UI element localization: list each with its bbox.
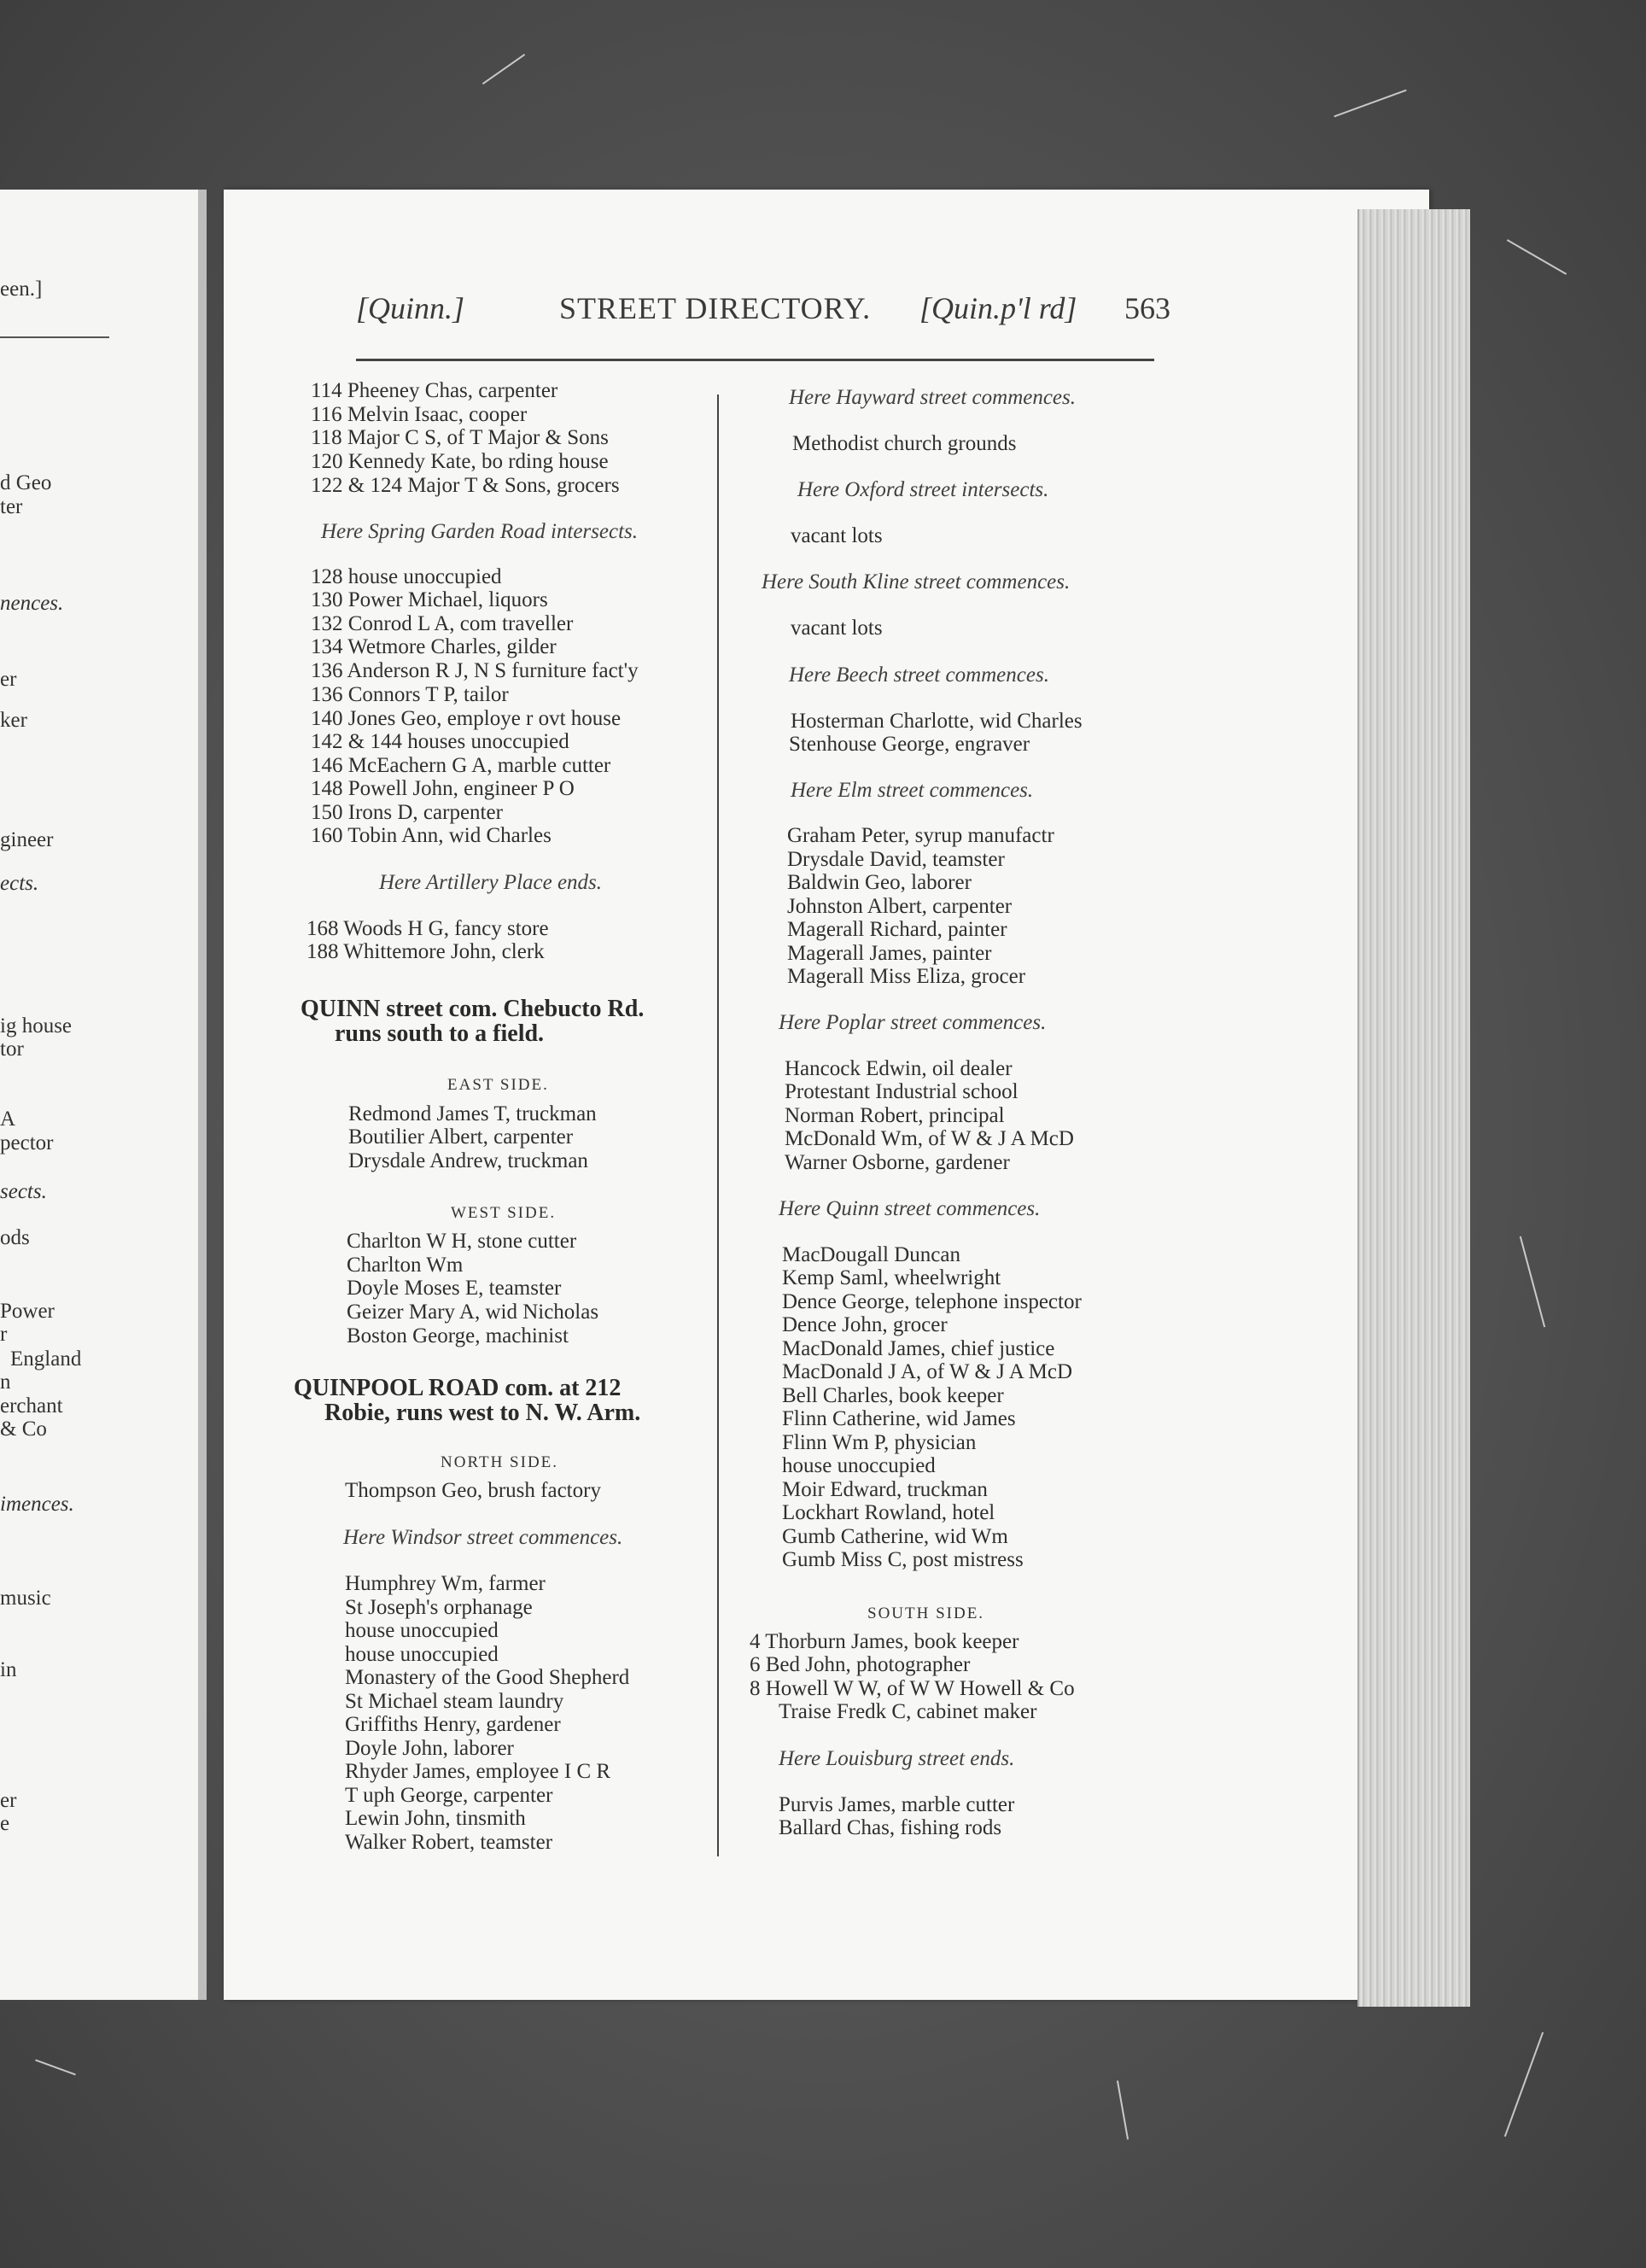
- left-page-fragment: er: [0, 1789, 17, 1812]
- entry-line: Thompson Geo, brush factory: [345, 1479, 601, 1502]
- left-page-fragment: ects.: [0, 872, 39, 895]
- left-page-fragment: ker: [0, 709, 27, 732]
- street-heading: QUINPOOL ROAD com. at 212: [294, 1375, 622, 1401]
- header-left-keyword: [Quinn.]: [356, 291, 465, 325]
- intersection-note: Here Oxford street intersects.: [797, 478, 1049, 501]
- entry-line: Methodist church grounds: [792, 432, 1017, 455]
- entry-line: Graham Peter, syrup manufactr: [787, 824, 1054, 847]
- intersection-note: Here South Kline street commences.: [762, 570, 1071, 593]
- entry-line: Gumb Miss C, post mistress: [782, 1548, 1024, 1571]
- entry-line: MacDougall Duncan: [782, 1243, 960, 1266]
- page-header: [356, 290, 1176, 328]
- intersection-note: Here Quinn street commences.: [779, 1197, 1041, 1220]
- left-page-fragment: ig house: [0, 1014, 73, 1038]
- intersection-note: Here Beech street commences.: [789, 663, 1049, 687]
- entry-line: vacant lots: [791, 524, 883, 547]
- entry-line: Dence John, grocer: [782, 1313, 948, 1336]
- entry-line: 118 Major C S, of T Major & Sons: [311, 426, 609, 449]
- left-page-fragment: r: [0, 1323, 8, 1346]
- directory-page: [224, 190, 1359, 2000]
- entry-line: Kemp Saml, wheelwright: [782, 1266, 1001, 1289]
- entry-line: Protestant Industrial school: [785, 1080, 1019, 1103]
- entry-line: 116 Melvin Isaac, cooper: [311, 403, 528, 426]
- entry-line: 8 Howell W W, of W W Howell & Co: [750, 1677, 1075, 1700]
- left-page-fragment: gineer: [0, 828, 54, 851]
- intersection-note: Here Hayward street commences.: [789, 386, 1077, 409]
- entry-line: Hosterman Charlotte, wid Charles: [791, 710, 1083, 733]
- left-page-fragment: n: [0, 1371, 11, 1394]
- page-number: 563: [1124, 291, 1170, 325]
- entry-line: St Michael steam laundry: [345, 1690, 564, 1713]
- entry-line: Lewin John, tinsmith: [345, 1807, 526, 1830]
- entry-line: house unoccupied: [345, 1643, 499, 1666]
- entry-line: MacDonald J A, of W & J A McD: [782, 1360, 1073, 1383]
- intersection-note: Here Artillery Place ends.: [379, 871, 603, 894]
- left-page-fragment: sects.: [0, 1180, 47, 1203]
- header-right-keyword: [Quin.p'l rd]: [919, 291, 1077, 325]
- entry-line: Drysdale Andrew, truckman: [348, 1149, 588, 1172]
- entry-line: Charlton W H, stone cutter: [347, 1230, 577, 1253]
- left-page-fragment: erchant: [0, 1394, 63, 1418]
- entry-line: Drysdale David, teamster: [787, 848, 1005, 871]
- left-page-fragment: Power: [0, 1300, 55, 1323]
- entry-line: 134 Wetmore Charles, gilder: [311, 635, 557, 658]
- entry-line: Griffiths Henry, gardener: [345, 1713, 561, 1736]
- entry-line: 148 Powell John, engineer P O: [311, 777, 575, 800]
- entry-line: 150 Irons D, carpenter: [311, 801, 503, 824]
- entry-line: vacant lots: [791, 617, 883, 640]
- entry-line: Lockhart Rowland, hotel: [782, 1501, 995, 1524]
- entry-line: 136 Anderson R J, N S furniture fact'y: [311, 659, 639, 682]
- entry-line: Walker Robert, teamster: [345, 1831, 553, 1854]
- entry-line: 142 & 144 houses unoccupied: [311, 730, 569, 753]
- left-facing-page: [0, 190, 207, 2000]
- entry-line: house unoccupied: [345, 1619, 499, 1642]
- entry-line: Baldwin Geo, laborer: [787, 871, 972, 894]
- side-heading: WEST SIDE.: [451, 1204, 557, 1222]
- left-page-fragment: in: [0, 1658, 17, 1681]
- entry-line: house unoccupied: [782, 1454, 936, 1477]
- entry-line: 128 house unoccupied: [311, 565, 502, 588]
- left-page-fragment: A: [0, 1108, 16, 1131]
- intersection-note: Here Poplar street commences.: [779, 1011, 1047, 1034]
- entry-line: 120 Kennedy Kate, bo rding house: [311, 450, 609, 473]
- entry-line: 6 Bed John, photographer: [750, 1653, 971, 1676]
- entry-line: Bell Charles, book keeper: [782, 1384, 1004, 1407]
- entry-line: Rhyder James, employee I C R: [345, 1760, 611, 1783]
- book-page-edges: [1357, 209, 1470, 2007]
- side-heading: NORTH SIDE.: [441, 1453, 559, 1471]
- left-page-fragment: er: [0, 668, 17, 691]
- entry-line: Boston George, machinist: [347, 1324, 569, 1347]
- intersection-note: Here Elm street commences.: [791, 779, 1034, 802]
- entry-line: Magerall Richard, painter: [787, 918, 1007, 941]
- entry-line: Geizer Mary A, wid Nicholas: [347, 1301, 599, 1324]
- entry-line: 130 Power Michael, liquors: [311, 588, 548, 611]
- left-page-fragment: imences.: [0, 1493, 74, 1516]
- left-page-fragment: ods: [0, 1226, 30, 1249]
- entry-line: St Joseph's orphanage: [345, 1596, 533, 1619]
- entry-line: Humphrey Wm, farmer: [345, 1572, 546, 1595]
- intersection-note: Here Louisburg street ends.: [779, 1747, 1015, 1770]
- entry-line: MacDonald James, chief justice: [782, 1337, 1055, 1360]
- street-heading: runs south to a field.: [335, 1020, 545, 1047]
- left-page-fragment: d Geo: [0, 471, 52, 494]
- side-heading: EAST SIDE.: [447, 1076, 549, 1094]
- street-heading: Robie, runs west to N. W. Arm.: [324, 1400, 641, 1426]
- entry-line: Norman Robert, principal: [785, 1104, 1005, 1127]
- entry-line: 114 Pheeney Chas, carpenter: [311, 379, 558, 402]
- entry-line: Traise Fredk C, cabinet maker: [779, 1700, 1037, 1723]
- entry-line: T uph George, carpenter: [345, 1784, 553, 1807]
- entry-line: 122 & 124 Major T & Sons, grocers: [311, 474, 620, 497]
- entry-line: 146 McEachern G A, marble cutter: [311, 754, 611, 777]
- entry-line: Doyle John, laborer: [345, 1737, 514, 1760]
- entry-line: Stenhouse George, engraver: [789, 733, 1030, 756]
- entry-line: 132 Conrod L A, com traveller: [311, 612, 574, 635]
- entry-line: Flinn Wm P, physician: [782, 1431, 977, 1454]
- entry-line: Magerall James, painter: [787, 942, 992, 965]
- column-divider: [717, 395, 719, 1856]
- entry-line: Charlton Wm: [347, 1254, 464, 1277]
- entry-line: Dence George, telephone inspector: [782, 1290, 1082, 1313]
- entry-line: 4 Thorburn James, book keeper: [750, 1630, 1019, 1653]
- left-page-fragment: tor: [0, 1038, 24, 1061]
- entry-line: Doyle Moses E, teamster: [347, 1277, 562, 1300]
- street-heading: QUINN street com. Chebucto Rd.: [301, 996, 645, 1022]
- entry-line: Purvis James, marble cutter: [779, 1793, 1015, 1816]
- entry-line: Monastery of the Good Shepherd: [345, 1666, 630, 1689]
- side-heading: SOUTH SIDE.: [867, 1605, 985, 1622]
- left-page-fragment: nences.: [0, 592, 64, 615]
- left-page-fragment: een.]: [0, 278, 43, 301]
- entry-line: Ballard Chas, fishing rods: [779, 1816, 1002, 1839]
- entry-line: 136 Connors T P, tailor: [311, 683, 509, 706]
- entry-line: Moir Edward, truckman: [782, 1478, 988, 1501]
- entry-line: 140 Jones Geo, employe r ovt house: [311, 707, 622, 730]
- entry-line: McDonald Wm, of W & J A McD: [785, 1127, 1074, 1150]
- header-title: STREET DIRECTORY.: [559, 291, 872, 325]
- entry-line: 168 Woods H G, fancy store: [306, 917, 549, 940]
- entry-line: Hancock Edwin, oil dealer: [785, 1057, 1013, 1080]
- intersection-note: Here Windsor street commences.: [343, 1526, 623, 1549]
- entry-line: Boutilier Albert, carpenter: [348, 1125, 574, 1149]
- entry-line: 188 Whittemore John, clerk: [306, 940, 545, 963]
- intersection-note: Here Spring Garden Road intersects.: [321, 520, 639, 543]
- entry-line: Johnston Albert, carpenter: [787, 895, 1013, 918]
- left-page-fragment: pector: [0, 1131, 54, 1154]
- left-page-fragment: e: [0, 1812, 10, 1835]
- entry-line: Magerall Miss Eliza, grocer: [787, 965, 1026, 988]
- entry-line: Redmond James T, truckman: [348, 1102, 597, 1125]
- header-rule: [356, 359, 1154, 361]
- left-page-header-rule: [0, 336, 109, 338]
- left-page-fragment: England: [10, 1347, 82, 1371]
- entry-line: Flinn Catherine, wid James: [782, 1407, 1016, 1430]
- left-page-fragment: music: [0, 1587, 51, 1610]
- entry-line: Warner Osborne, gardener: [785, 1151, 1010, 1174]
- entry-line: Gumb Catherine, wid Wm: [782, 1525, 1008, 1548]
- left-page-fragment: ter: [0, 495, 23, 518]
- entry-line: 160 Tobin Ann, wid Charles: [311, 824, 552, 847]
- left-page-fragment: & Co: [0, 1418, 47, 1441]
